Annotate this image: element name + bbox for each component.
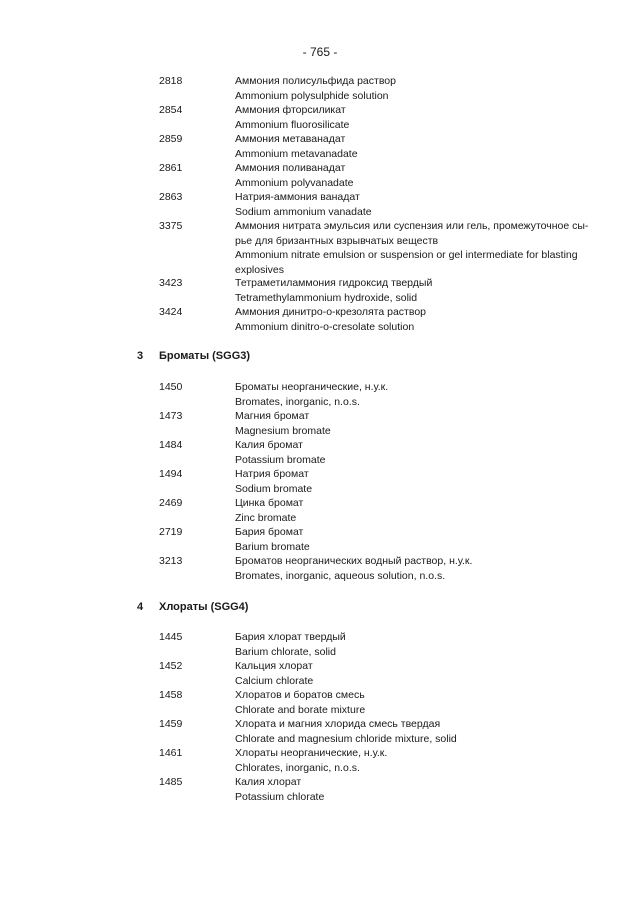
description [235,190,565,219]
name-ru: Броматов неорганических водный раствор, н.у.к. [235,555,473,567]
un-code: 2818 [159,75,183,87]
name-ru-cont: рье для бризантных взрывчатых веществ [235,234,439,247]
un-code: 1484 [159,439,183,451]
un-code: 3375 [159,220,183,232]
name-ru: Хлората и магния хлорида смесь твердая [235,718,441,730]
name-ru: Бария хлорат твердый [235,631,346,643]
un-code: 2861 [159,162,183,174]
un-code: 1450 [159,381,183,393]
description [235,161,565,190]
section-number: 4 [137,601,144,613]
name-ru: Кальция хлорат [235,660,313,672]
name-en: Calcium chlorate [235,674,314,687]
name-ru: Аммония нитрата эмульсия или суспензия или гель, промежуточное сы- [235,220,589,232]
un-code: 3213 [159,555,183,567]
description [235,496,565,525]
name-en: Bromates, inorganic, n.o.s. [235,395,360,408]
name-ru: Калия хлорат [235,776,302,788]
description [235,746,565,775]
name-ru: Аммония фторсиликат [235,104,346,116]
name-ru: Аммония динитро-о-крезолята раствор [235,306,427,318]
un-code: 1485 [159,776,183,788]
name-en: Chlorate and borate mixture [235,703,366,716]
section-number: 3 [137,350,144,362]
name-en: Tetramethylammonium hydroxide, solid [235,291,418,304]
description [235,380,565,409]
name-en: Ammonium polyvanadate [235,176,354,189]
name-en: Bromates, inorganic, aqueous solution, n.o.s. [235,569,446,582]
name-en: Chlorate and magnesium chloride mixture, solid [235,732,457,745]
un-code: 3424 [159,306,183,318]
name-en-cont: explosives [235,263,285,276]
description [235,688,565,717]
un-code: 1445 [159,631,183,643]
un-code: 2863 [159,191,183,203]
page-number: - 765 - [302,45,338,59]
name-en: Potassium bromate [235,453,326,466]
un-code: 1494 [159,468,183,480]
name-ru: Аммония полисульфида раствор [235,75,396,87]
name-ru: Бария бромат [235,526,304,538]
un-code: 2854 [159,104,183,116]
description [235,554,565,583]
un-code: 2469 [159,497,183,509]
un-code: 1452 [159,660,183,672]
un-code: 1459 [159,718,183,730]
un-code: 2859 [159,133,183,145]
description [235,717,565,746]
name-en: Sodium ammonium vanadate [235,205,372,218]
un-code: 2719 [159,526,183,538]
un-code: 1473 [159,410,183,422]
name-ru: Броматы неорганические, н.у.к. [235,381,389,393]
name-ru: Калия бромат [235,439,303,451]
name-en: Zinc bromate [235,511,297,524]
name-ru: Цинка бромат [235,497,304,509]
name-ru: Магния бромат [235,410,310,422]
section-title: Броматы (SGG3) [159,350,251,362]
name-en: Barium bromate [235,540,310,553]
description [235,467,565,496]
name-ru: Аммония метаванадат [235,133,346,145]
description [235,305,565,334]
section-title: Хлораты (SGG4) [159,601,249,613]
description [235,74,565,103]
name-ru: Тетраметиламмония гидроксид твердый [235,277,433,289]
name-en: Ammonium nitrate emulsion or suspension or gel intermediate for blasting [235,249,578,262]
name-ru: Хлоратов и боратов смесь [235,689,365,701]
description [235,409,565,438]
name-ru: Натрия бромат [235,468,309,480]
name-ru: Хлораты неорганические, н.у.к. [235,747,388,759]
name-ru: Натрия-аммония ванадат [235,191,360,203]
name-en: Ammonium fluorosilicate [235,118,350,131]
description [235,438,565,467]
un-code: 3423 [159,277,183,289]
name-en: Potassium chlorate [235,790,325,803]
name-ru: Аммония поливанадат [235,162,346,174]
name-en: Ammonium dinitro-o-cresolate solution [235,320,415,333]
name-en: Ammonium metavanadate [235,147,358,160]
un-code: 1458 [159,689,183,701]
un-code: 1461 [159,747,183,759]
name-en: Sodium bromate [235,482,313,495]
description [235,219,589,277]
name-en: Chlorates, inorganic, n.o.s. [235,761,360,774]
description [235,525,565,554]
description [235,276,565,305]
name-en: Barium chlorate, solid [235,645,336,658]
description [235,132,565,161]
description [235,630,565,659]
description [235,775,565,804]
description [235,103,565,132]
name-en: Magnesium bromate [235,424,331,437]
name-en: Ammonium polysulphide solution [235,89,389,102]
description [235,659,565,688]
